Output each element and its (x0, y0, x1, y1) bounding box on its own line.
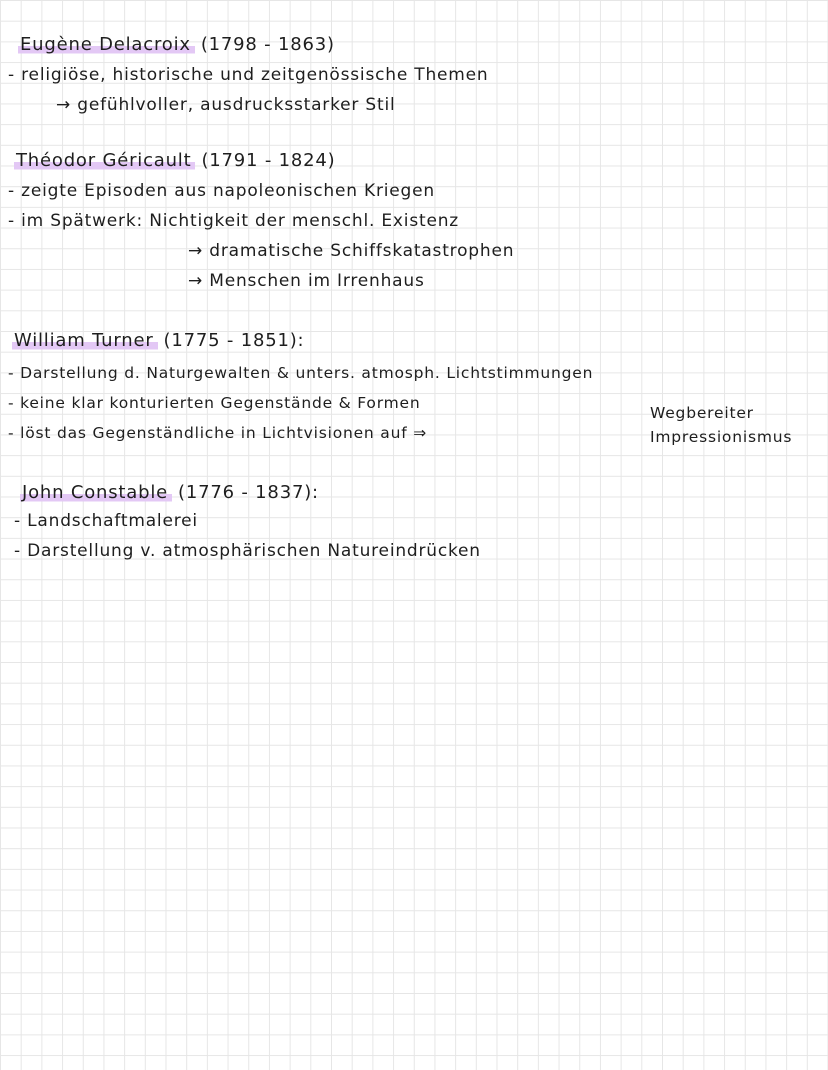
note-line: - zeigte Episoden aus napoleonischen Kriegen (8, 181, 435, 201)
note-line: → Menschen im Irrenhaus (188, 271, 425, 291)
artist-name: William Turner (12, 330, 158, 351)
note-line: - löst das Gegenständliche in Lichtvisionen auf ⇒ (8, 424, 427, 442)
note-line: - im Spätwerk: Nichtigkeit der menschl. Existenz (8, 211, 459, 231)
artist-dates: (1775 - 1851): (163, 330, 305, 351)
note-line: - Darstellung v. atmosphärischen Natureindrücken (14, 541, 481, 561)
note-line: - keine klar konturierten Gegenstände & Formen (8, 394, 421, 412)
artist-name: Eugène Delacroix (18, 34, 195, 55)
artist-name: Théodor Géricault (14, 150, 195, 171)
artist-dates: (1776 - 1837): (178, 482, 319, 503)
artist-dates: (1791 - 1824) (201, 150, 336, 171)
note-line: - Landschaftmalerei (14, 511, 198, 531)
section-heading-turner (12, 330, 304, 352)
note-side-label: Impressionismus (650, 428, 793, 446)
note-line: - religiöse, historische und zeitgenössische Themen (8, 65, 489, 85)
note-line: - Darstellung d. Naturgewalten & unters. atmosph. Lichtstimmungen (8, 364, 594, 382)
artist-dates: (1798 - 1863) (200, 34, 335, 55)
note-line: → dramatische Schiffskatastrophen (188, 241, 515, 261)
note-side-label: Wegbereiter (650, 404, 754, 422)
section-heading-gericault (14, 150, 335, 172)
section-heading-constable (20, 482, 319, 504)
section-heading-delacroix (18, 34, 335, 56)
note-line: → gefühlvoller, ausdrucksstarker Stil (56, 95, 396, 115)
artist-name: John Constable (20, 482, 172, 503)
